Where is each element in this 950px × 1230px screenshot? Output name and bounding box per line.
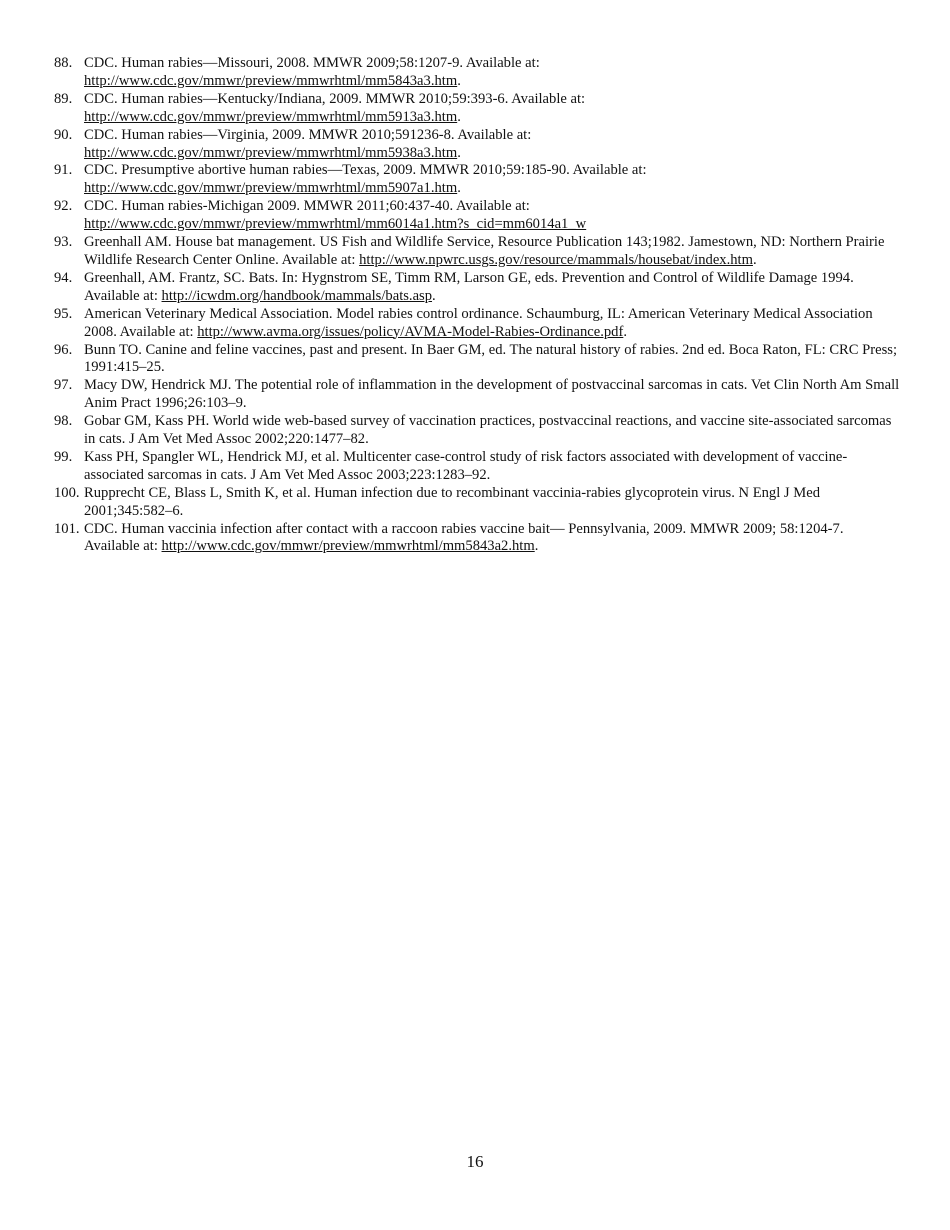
reference-citation: CDC. Human rabies—Kentucky/Indiana, 2009. MMWR 2010;59:393-6. Available at: [84,90,586,107]
reference-item [54,342,900,378]
reference-item [54,413,900,449]
reference-item [54,306,900,342]
reference-text: Rupprecht CE, Blass L, Smith K, et al. Human infection due to recombinant vaccinia-rabies glycoprotein virus. N Engl J Med 2001;345:582–6. [84,484,821,519]
reference-item [54,377,900,413]
reference-citation: CDC. Presumptive abortive human rabies—Texas, 2009. MMWR 2010;59:185-90. Available at: [84,162,647,179]
reference-citation: CDC. Human vaccinia infection after contact with a raccoon rabies vaccine bait— Pennsylvania, 2009. MMWR 2009; 58:1204-7. Available at: [84,520,844,555]
reference-text: Macy DW, Hendrick MJ. The potential role of inflammation in the development of postvaccinal sarcomas in cats. Vet Clin North Am Small Anim Pract 1996;26:103–9. [84,377,900,412]
reference-citation: CDC. Human rabies—Virginia, 2009. MMWR 2010;591236-8. Available at: [84,126,532,143]
reference-number: 89. [54,90,73,107]
reference-number: 100. [54,484,80,501]
reference-text: Bunn TO. Canine and feline vaccines, past and present. In Baer GM, ed. The natural history of rabies. 2nd ed. Boca Raton, FL: CRC Press; 1991:415–25. [84,341,898,376]
reference-number: 95. [54,305,73,322]
reference-link[interactable]: http://www.cdc.gov/mmwr/preview/mmwrhtml/mm5907a1.htm [84,180,458,197]
page-number: 16 [466,1152,484,1171]
reference-text [84,306,900,342]
reference-item [54,234,900,270]
reference-item [54,162,900,198]
reference-text: Kass PH, Spangler WL, Hendrick MJ, et al. Multicenter case-control study of risk factors associated with development of vaccine-associated sarcomas in cats. J Am Vet Med Assoc 2003;223:1283–92. [84,448,848,483]
reference-text [84,91,900,127]
reference-list [54,55,900,556]
reference-tail: . [457,108,461,125]
reference-item [54,270,900,306]
reference-link[interactable]: http://www.avma.org/issues/policy/AVMA-Model-Rabies-Ordinance.pdf [197,323,624,340]
reference-link[interactable]: http://www.cdc.gov/mmwr/preview/mmwrhtml/mm5843a3.htm [84,72,458,89]
reference-tail: . [457,180,461,197]
reference-tail: . [457,144,461,161]
reference-text [84,234,900,270]
reference-number: 101. [54,520,80,537]
reference-link[interactable]: http://icwdm.org/handbook/mammals/bats.asp [161,287,433,304]
reference-item [54,449,900,485]
reference-tail: . [752,251,757,268]
reference-item [54,485,900,521]
reference-citation: Greenhall AM. House bat management. US Fish and Wildlife Service, Resource Publication 143;1982. Jamestown, ND: Northern Prairie Wildlife Research Center Online. Available at: [84,234,885,268]
reference-item [54,127,900,163]
reference-citation: CDC. Human rabies-Michigan 2009. MMWR 2011;60:437-40. Available at: [84,198,530,215]
reference-item [54,55,900,91]
reference-link[interactable]: http://www.cdc.gov/mmwr/preview/mmwrhtml/mm5913a3.htm [84,108,458,125]
reference-link[interactable]: http://www.cdc.gov/mmwr/preview/mmwrhtml/mm6014a1.htm?s_cid=mm6014a1_w [84,216,587,233]
reference-item [54,91,900,127]
reference-citation: American Veterinary Medical Association. Model rabies control ordinance. Schaumburg, IL: American Veterinary Medical Association 2008. Available at: [84,305,873,340]
reference-tail: . [432,287,436,304]
reference-link[interactable]: http://www.cdc.gov/mmwr/preview/mmwrhtml/mm5843a2.htm [161,538,535,555]
reference-item [54,198,900,234]
reference-text [84,270,900,306]
reference-text [84,162,900,198]
reference-tail: . [623,323,627,340]
reference-item [54,521,900,557]
reference-number: 96. [54,341,73,358]
reference-number: 97. [54,377,73,394]
reference-text [84,521,900,557]
reference-text [84,127,900,163]
reference-number: 98. [54,413,73,430]
reference-text [84,55,900,91]
reference-citation: CDC. Human rabies—Missouri, 2008. MMWR 2009;58:1207-9. Available at: [84,55,540,71]
reference-number: 91. [54,162,73,179]
reference-number: 88. [54,55,73,71]
reference-number: 99. [54,448,73,465]
reference-number: 90. [54,126,73,143]
reference-tail: . [534,538,539,555]
reference-number: 94. [54,269,73,286]
reference-number: 92. [54,198,73,215]
reference-number: 93. [54,234,73,251]
reference-citation: Greenhall, AM. Frantz, SC. Bats. In: Hygnstrom SE, Timm RM, Larson GE, eds. Prevention and Control of Wildlife Damage 1994. Available at: [84,269,854,304]
reference-link[interactable]: http://www.npwrc.usgs.gov/resource/mammals/housebat/index.htm [359,251,753,268]
reference-link[interactable]: http://www.cdc.gov/mmwr/preview/mmwrhtml/mm5938a3.htm [84,144,458,161]
reference-text [84,198,900,234]
reference-tail: . [457,72,461,89]
reference-text: Gobar GM, Kass PH. World wide web-based survey of vaccination practices, postvaccinal reactions, and vaccine site-associated sarcomas in cats. J Am Vet Med Assoc 2002;220:1477–82. [84,413,892,448]
